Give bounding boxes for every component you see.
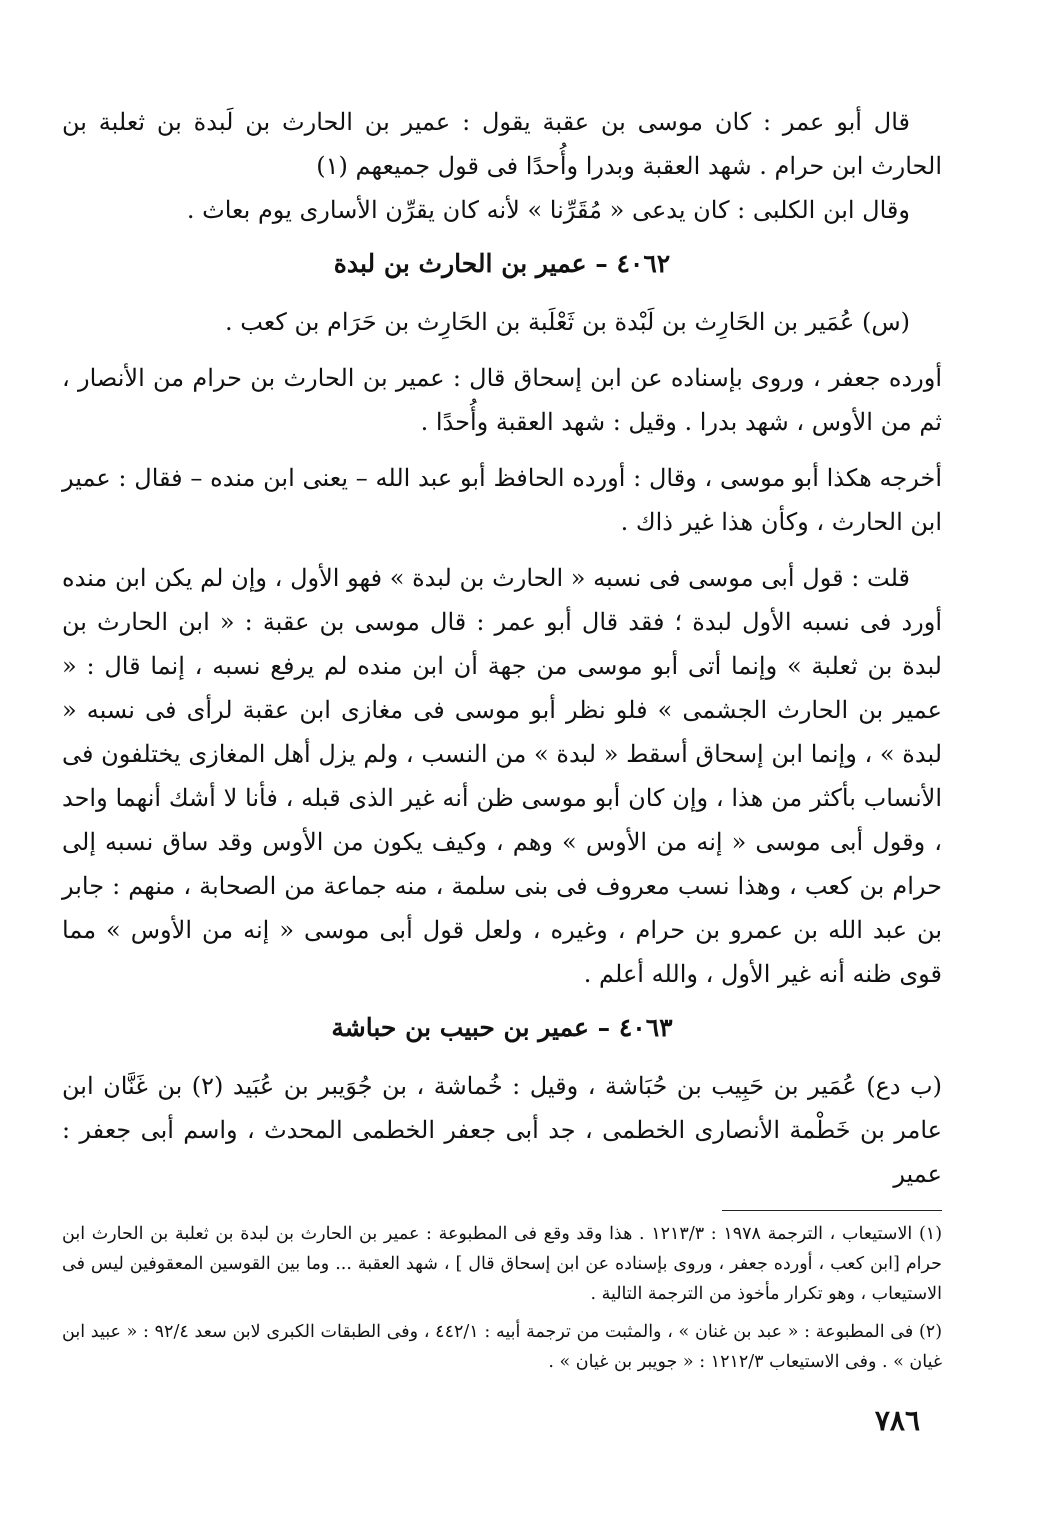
- paragraph-entry-4062-jafar: أورده جعفر ، وروى بإسناده عن ابن إسحاق قال : عمير بن الحارث بن حرام من الأنصار ، ثم من الأوس ، شهد بدرا . وقيل : شهد العقبة وأُحدًا .: [62, 364, 942, 436]
- footnote-1: (١) الاستيعاب ، الترجمة ١٩٧٨ : ١٢١٣/٣ . هذا وقد وقع فى المطبوعة : عمير بن الحارث بن لبدة بن ثعلبة بن الحارث ابن حرام [ابن كعب ، أورده جعفر ، وروى بإسناده عن ابن إسحاق قال ] ، شهد العقبة ... وما بين القوسين المعقوفين ليس فى الاستيعاب ، وهو تكرار مأخوذ من الترجمة التالية .: [62, 1224, 943, 1304]
- paragraph-ibn-kalbi: وقال ابن الكلبى : كان يدعى « مُقَرِّنا » لأنه كان يقرِّن الأسارى يوم بعاث .: [186, 196, 910, 224]
- footnote-2: (٢) فى المطبوعة : « عبد بن غنان » ، والمثبت من ترجمة أبيه : ٤٤٢/١ ، وفى الطبقات الكبرى لابن سعد ٩٢/٤ : « عبيد ابن غيان » . وفى الاستيعاب ١٢١٢/٣ : « جويبر بن غيان » .: [62, 1322, 943, 1372]
- paragraph-entry-4062-commentary: قلت : قول أبى موسى فى نسبه « الحارث بن لبدة » فهو الأول ، وإن لم يكن ابن منده أورد فى نسبه الأول لبدة ؛ فقد قال أبو عمر : قال موسى بن عقبة : « ابن الحارث بن لبدة بن ثعلبة » وإنما أتى أبو موسى من جهة أن ابن منده لم يرفع نسبه ، إنما قال : « عمير بن الحارث الجشمى » فلو نظر أبو موسى فى مغازى ابن عقبة لرأى فى نسبه « لبدة » ، وإنما ابن إسحاق أسقط « لبدة » من النسب ، ولم يزل أهل المغازى يختلفون فى الأنساب بأكثر من هذا ، وإن كان أبو موسى ظن أنه غير الذى قبله ، فأنا لا أشك أنهما واحد ، وقول أبى موسى « إنه من الأوس » وهم ، وكيف يكون من الأوس وقد ساق نسبه إلى حرام بن كعب ، وهذا نسب معروف فى بنى سلمة ، منه جماعة من الصحابة ، منهم : جابر بن عبد الله بن عمرو بن حرام ، وغيره ، ولعل قول أبى موسى « إنه من الأوس » مما قوى ظنه أنه غير الأول ، والله أعلم .: [62, 564, 943, 988]
- entry-heading-4063: ٤٠٦٣ – عمير بن حبيب بن حباشة: [331, 1013, 673, 1042]
- paragraph-entry-4062-name: (س) عُمَير بن الحَارِث بن لَبْدة بن ثَعْلَبة بن الحَارِث بن حَرَام بن كعب .: [225, 308, 910, 336]
- paragraph-entry-4062-abu-musa: أخرجه هكذا أبو موسى ، وقال : أورده الحافظ أبو عبد الله – يعنى ابن منده – فقال : عمير ابن الحارث ، وكأن هذا غير ذاك .: [62, 464, 942, 536]
- paragraph-entry-4063-name: (ب دع) عُمَير بن حَبِيب بن حُبَاشة ، وقيل : خُماشة ، بن جُوَيبر بن عُبَيد (٢) بن غَنَّان ابن عامر بن خَطْمة الأنصارى الخطمى ، جد أبى جعفر الخطمى المحدث ، واسم أبى جعفر : عمير: [62, 1072, 943, 1188]
- entry-heading-4062: ٤٠٦٢ – عمير بن الحارث بن لبدة: [333, 249, 671, 278]
- footnotes: [62, 1219, 942, 1377]
- footnote-divider: [722, 1210, 942, 1211]
- page-number: ٧٨٦: [874, 1404, 920, 1437]
- paragraph-abu-umar: قال أبو عمر : كان موسى بن عقبة يقول : عمير بن الحارث بن لَبدة بن ثعلبة بن الحارث ابن حرام . شهد العقبة وبدرا وأُحدًا فى قول جميعهم (١): [62, 108, 942, 180]
